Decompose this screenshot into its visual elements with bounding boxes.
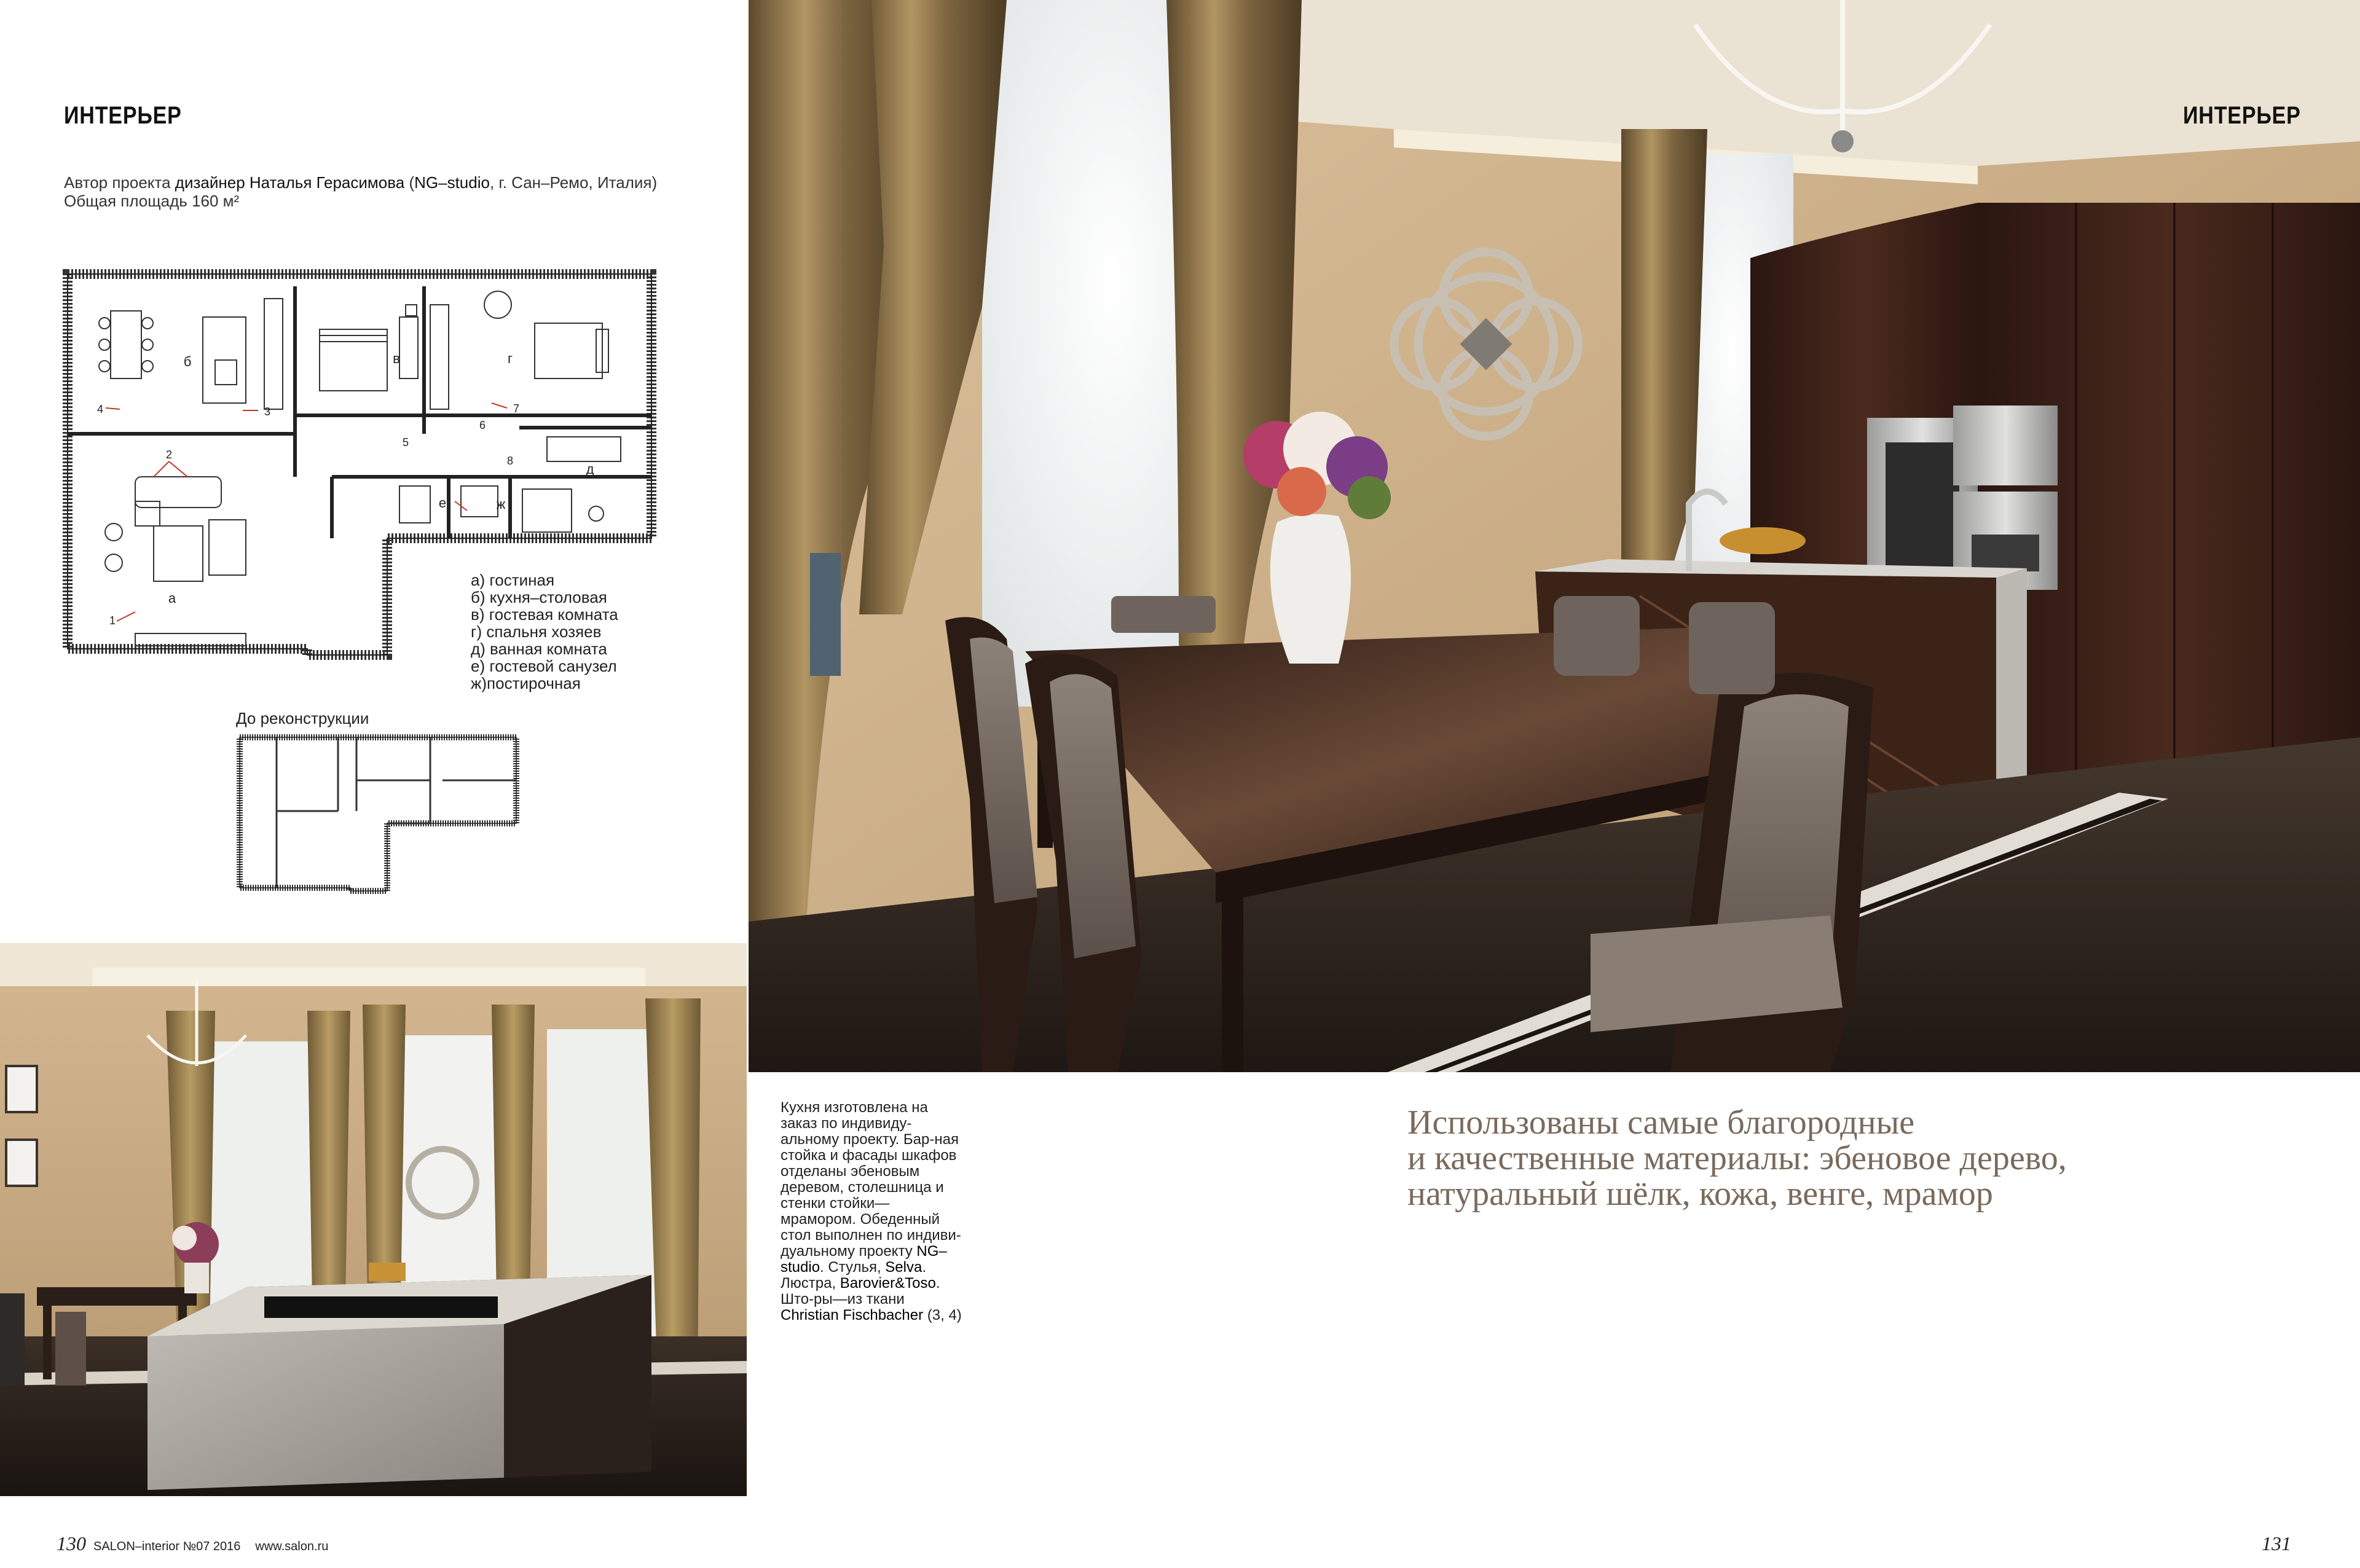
magazine-issue: SALON–interior №07 2016: [93, 1540, 241, 1553]
caption-brand-barovier: Barovier&Toso: [840, 1275, 936, 1292]
plan-room-label-b: б: [183, 354, 192, 369]
legend-item: б) кухня–столовая: [471, 588, 607, 606]
page-number-left: 130: [57, 1532, 86, 1554]
pull-quote-line: и качественные материалы: эбеновое дерево,: [1407, 1139, 2067, 1177]
legend-item: д) ванная комната: [471, 640, 607, 658]
legend-item: е) гостевой санузел: [471, 657, 617, 675]
plan-room-label-d: д: [586, 461, 594, 477]
photo-caption: [781, 1100, 965, 1323]
author-name: дизайнер Наталья Герасимова: [175, 173, 405, 192]
plan-room-label-v: в: [393, 351, 400, 366]
before-plan: [234, 731, 522, 897]
caption-brand-ng-studio: NG–studio: [781, 1243, 947, 1276]
plan-view-marker-6: 6: [479, 419, 486, 431]
author-prefix: Автор проекта: [64, 173, 171, 192]
before-reconstruction-label: До реконструкции: [236, 709, 369, 727]
caption-text-1: Кухня изготовлена на заказ по индивиду-альному проекту. Бар-ная стойка и фасады шкафов отделаны эбеновым деревом, столешница и стенки стойки—мрамором. Обеденный стол выполнен по индиви-дуальному проекту: [781, 1099, 961, 1260]
caption-brand-selva: Selva: [885, 1259, 922, 1276]
section-label-left: ИНТЕРЬЕР: [64, 102, 182, 129]
legend-item: г) спальня хозяев: [471, 622, 602, 641]
plan-view-marker-8: 8: [507, 455, 514, 467]
magazine-website: www.salon.ru: [255, 1540, 329, 1553]
pull-quote-line: натуральный шёлк, кожа, венге, мрамор: [1407, 1175, 1993, 1213]
legend-item: ж)постирочная: [471, 674, 581, 692]
kitchen-photo-small: [0, 943, 747, 1496]
studio-name: NG–studio: [414, 173, 490, 192]
page-number-right: 131: [2262, 1532, 2291, 1554]
author-line: [64, 173, 740, 192]
plan-view-marker-4: 4: [97, 403, 104, 415]
plan-room-label-a: а: [168, 590, 176, 606]
caption-text-4: . Што-ры—из ткани: [781, 1275, 940, 1307]
room-legend: [471, 571, 618, 692]
folio-left: [57, 1532, 328, 1555]
legend-item: а) гостиная: [471, 571, 555, 589]
caption-text-5: (3, 4): [923, 1307, 962, 1323]
plan-view-marker-3: 3: [264, 406, 271, 418]
pull-quote-line: Использованы самые благородные: [1407, 1103, 1915, 1142]
plan-room-label-g: г: [507, 351, 513, 366]
plan-room-label-e: е: [438, 495, 447, 511]
total-area: Общая площадь 160 м²: [64, 192, 240, 210]
pull-quote: [1407, 1105, 2329, 1212]
caption-text-3: . Люстра,: [781, 1259, 927, 1292]
caption-text-2: . Стулья,: [820, 1259, 886, 1276]
legend-item: в) гостевая комната: [471, 605, 618, 624]
studio-open: (: [409, 173, 415, 192]
plan-view-marker-5: 5: [403, 436, 409, 449]
project-credits: [64, 173, 740, 210]
dining-kitchen-photo-main: [749, 0, 2360, 1072]
plan-view-marker-1: 1: [109, 614, 116, 627]
plan-view-marker-2: 2: [166, 449, 173, 461]
plan-room-label-zh: ж: [496, 496, 506, 512]
plan-view-marker-7: 7: [513, 402, 520, 415]
caption-brand-fischbacher: Christian Fischbacher: [781, 1307, 924, 1323]
section-label-right: ИНТЕРЬЕР: [2183, 102, 2301, 129]
studio-location: , г. Сан–Ремо, Италия): [489, 173, 658, 192]
